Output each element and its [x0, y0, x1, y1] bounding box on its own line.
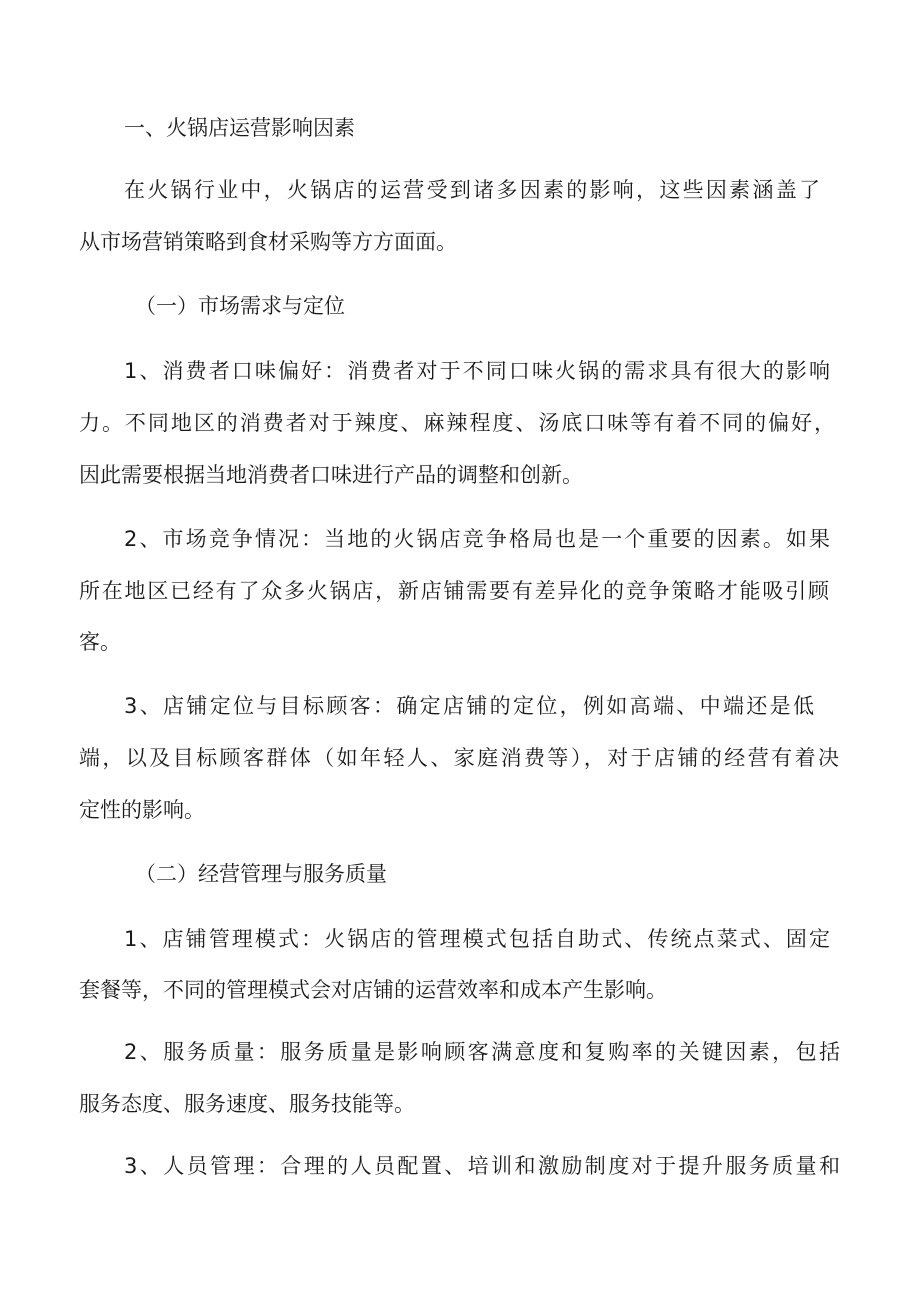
- market-item-2-line-1: 2、市场竞争情况：当地的火锅店竞争格局也是一个重要的因素。如果: [124, 527, 830, 551]
- market-item-1-line-1: 1、消费者口味偏好：消费者对于不同口味火锅的需求具有很大的影响: [124, 359, 830, 383]
- management-item-1-line-1: 1、店铺管理模式：火锅店的管理模式包括自助式、传统点菜式、固定: [124, 927, 830, 951]
- management-item-2-line-2: 服务态度、服务速度、服务技能等。: [79, 1092, 415, 1116]
- management-item-2-line-1: 2、服务质量：服务质量是影响顾客满意度和复购率的关键因素，包括: [124, 1040, 840, 1064]
- market-item-3-line-2: 端，以及目标顾客群体（如年轻人、家庭消费等），对于店铺的经营有着决: [79, 746, 839, 770]
- intro-paragraph-line-1: 在火锅行业中，火锅店的运营受到诸多因素的影响，这些因素涵盖了: [124, 178, 820, 202]
- market-item-3-line-3: 定性的影响。: [79, 798, 205, 822]
- market-item-1-line-3: 因此需要根据当地消费者口味进行产品的调整和创新。: [79, 463, 583, 487]
- management-item-1-line-2: 套餐等，不同的管理模式会对店铺的运营效率和成本产生影响。: [79, 978, 667, 1002]
- subsection-title-management: （二）经营管理与服务质量: [135, 862, 387, 886]
- market-item-3-line-1: 3、店铺定位与目标顾客：确定店铺的定位，例如高端、中端还是低: [124, 694, 814, 718]
- market-item-2-line-3: 客。: [79, 630, 121, 654]
- subsection-title-market: （一）市场需求与定位: [135, 294, 345, 318]
- section-heading: 一、火锅店运营影响因素: [124, 116, 355, 140]
- intro-paragraph-line-2: 从市场营销策略到食材采购等方方面面。: [79, 230, 457, 254]
- market-item-2-line-2: 所在地区已经有了众多火锅店，新店铺需要有差异化的竞争策略才能吸引顾: [79, 579, 829, 603]
- market-item-1-line-2: 力。不同地区的消费者对于辣度、麻辣程度、汤底口味等有着不同的偏好，: [79, 411, 835, 435]
- management-item-3-line-1: 3、人员管理：合理的人员配置、培训和激励制度对于提升服务质量和: [124, 1154, 840, 1178]
